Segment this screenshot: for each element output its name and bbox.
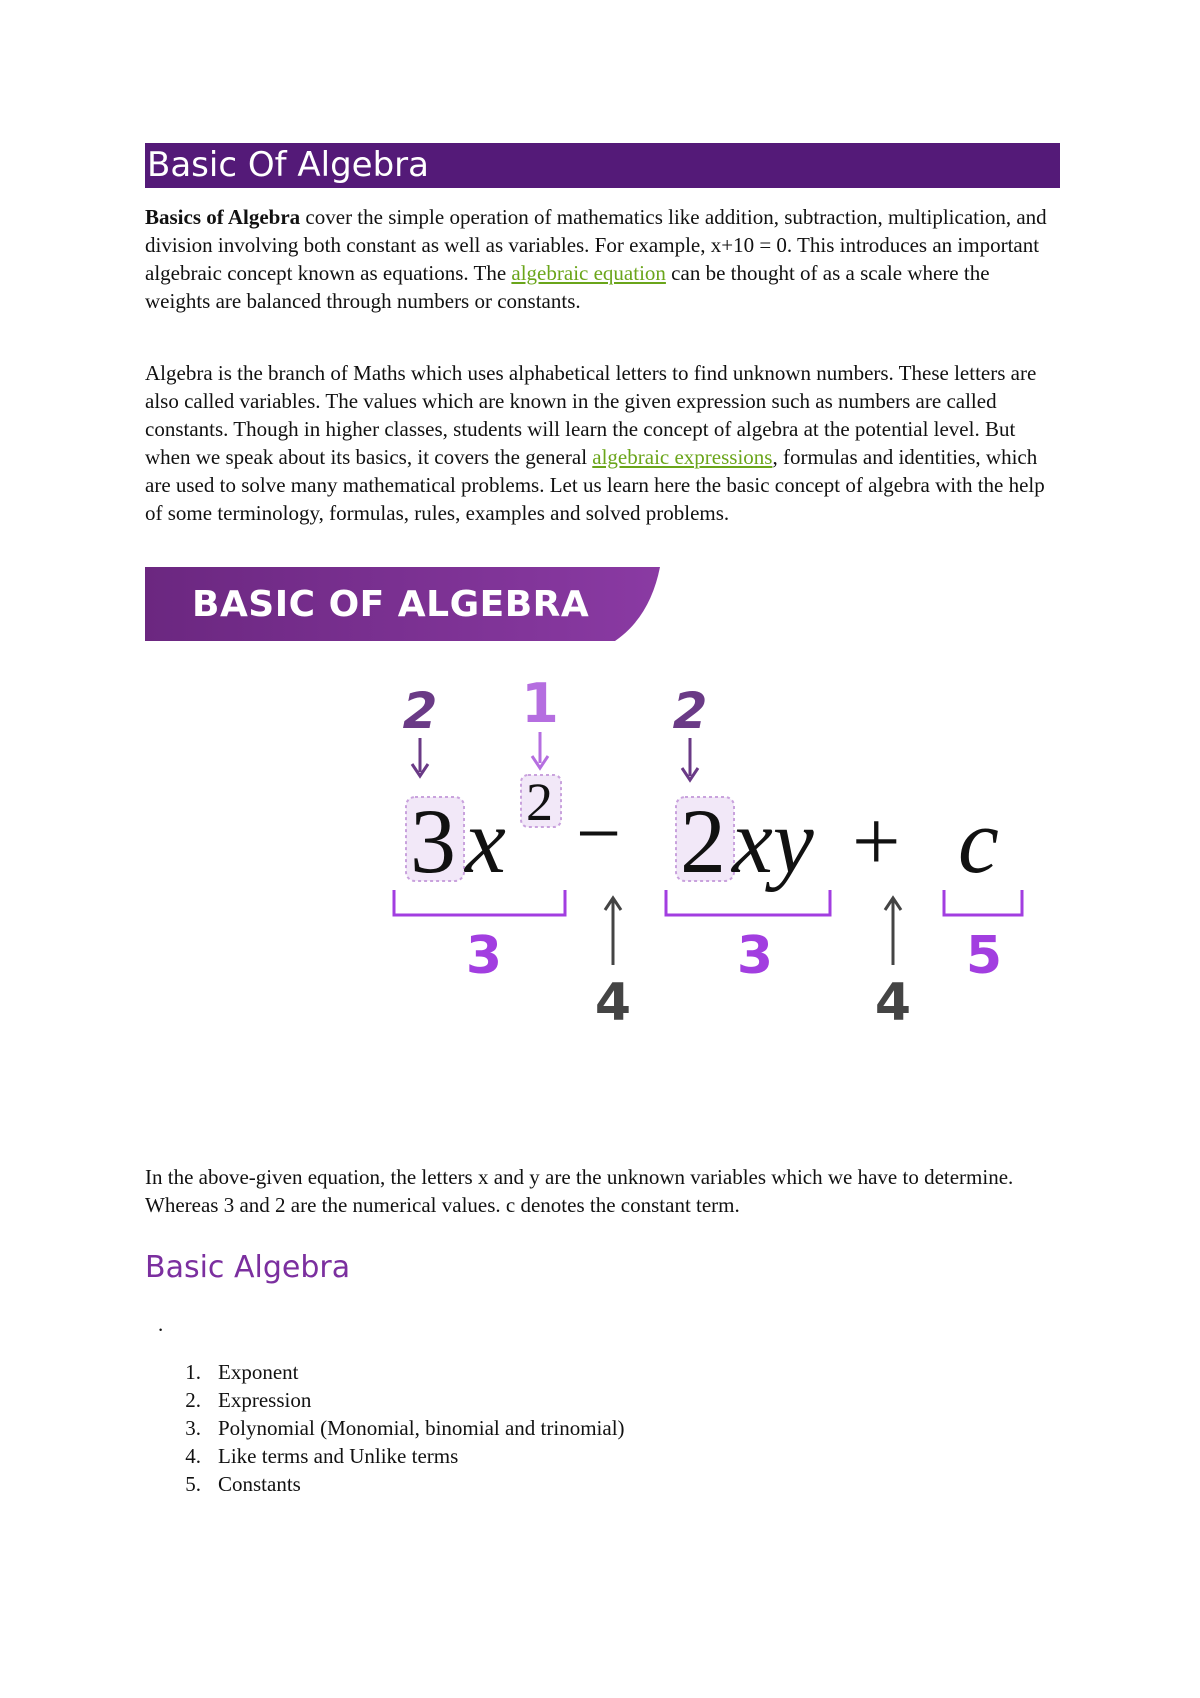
figure-banner-text: BASIC OF ALGEBRA (192, 584, 590, 625)
term2-coefficient: 2 (680, 790, 726, 892)
section-heading: Basic Algebra (145, 1250, 351, 1285)
constant-term: c (958, 790, 999, 892)
term1-coefficient: 3 (410, 790, 456, 892)
para2-text-2: , formulas and identities, which are used to solve many mathematical problems. Let us learn here the basic concept of algebra with the help of some terminology, formulas, rules, examples and solved problems. (145, 445, 1045, 525)
constant-label: 5 (965, 926, 1003, 986)
term1-variable: x (465, 790, 506, 892)
operator-plus: + (852, 793, 901, 889)
list-item (145, 1358, 845, 1386)
term2-variables: xy (732, 790, 814, 892)
page-title: Basic Of Algebra (145, 143, 1060, 188)
list-item-text: Like terms and Unlike terms (218, 1444, 459, 1468)
list-item-number: 2. (185, 1388, 201, 1412)
operator-label-1: 4 (594, 973, 632, 1033)
list-item-number: 1. (185, 1360, 201, 1384)
algebraic-equation-link[interactable]: algebraic equation (511, 261, 666, 285)
algebraic-expressions-link[interactable]: algebraic expressions (592, 445, 773, 469)
list-item (145, 1386, 845, 1414)
exponent-label: 1 (521, 672, 559, 735)
algebra-definition-paragraph (145, 359, 1060, 527)
stray-dot: . (158, 1312, 164, 1336)
intro-bold-lead: Basics of Algebra (145, 205, 301, 229)
list-item-number: 4. (185, 1444, 201, 1468)
list-item-text: Expression (218, 1388, 312, 1412)
topic-list (145, 1358, 845, 1498)
algebra-expression-diagram (380, 660, 1080, 1090)
term-bracket-1 (394, 890, 565, 915)
operator-label-2: 4 (874, 973, 912, 1033)
list-item (145, 1414, 845, 1442)
coefficient-label-1: 2 (402, 682, 438, 740)
coefficient-label-2: 2 (672, 682, 708, 740)
para2-text-1: Algebra is the branch of Maths which uses alphabetical letters to find unknown numbers. These letters are also called variables. The values which are known in the given expression such as numbers are called constants. Though in higher classes, students will learn the concept of algebra at the potential level. But when we speak about its basics, it covers the general (145, 361, 1037, 469)
intro-text-1: cover the simple operation of mathematics like addition, subtraction, multiplication, and division involving both constant as well as variables. For example, x+10 = 0. This introduces an important algebraic concept known as equations. The (145, 205, 1047, 285)
list-item (145, 1442, 845, 1470)
term-label-2: 3 (736, 926, 774, 986)
term-bracket-2 (666, 890, 830, 915)
intro-text-2: can be thought of as a scale where the weights are balanced through numbers or constants. (145, 261, 990, 313)
operator-minus: − (576, 790, 622, 878)
list-item-number: 3. (185, 1416, 201, 1440)
equation-explanation-paragraph: In the above-given equation, the letters x and y are the unknown variables which we have to determine. Whereas 3 and 2 are the numerical values. c denotes the constant term. (145, 1165, 1014, 1217)
list-item-text: Polynomial (Monomial, binomial and trinomial) (218, 1416, 625, 1440)
list-item (145, 1470, 845, 1498)
list-item-text: Constants (218, 1472, 301, 1496)
list-item-number: 5. (185, 1472, 201, 1496)
intro-paragraph (145, 203, 1060, 315)
term1-exponent: 2 (526, 772, 553, 832)
constant-bracket (944, 890, 1022, 915)
term-label-1: 3 (465, 926, 503, 986)
list-item-text: Exponent (218, 1360, 299, 1384)
